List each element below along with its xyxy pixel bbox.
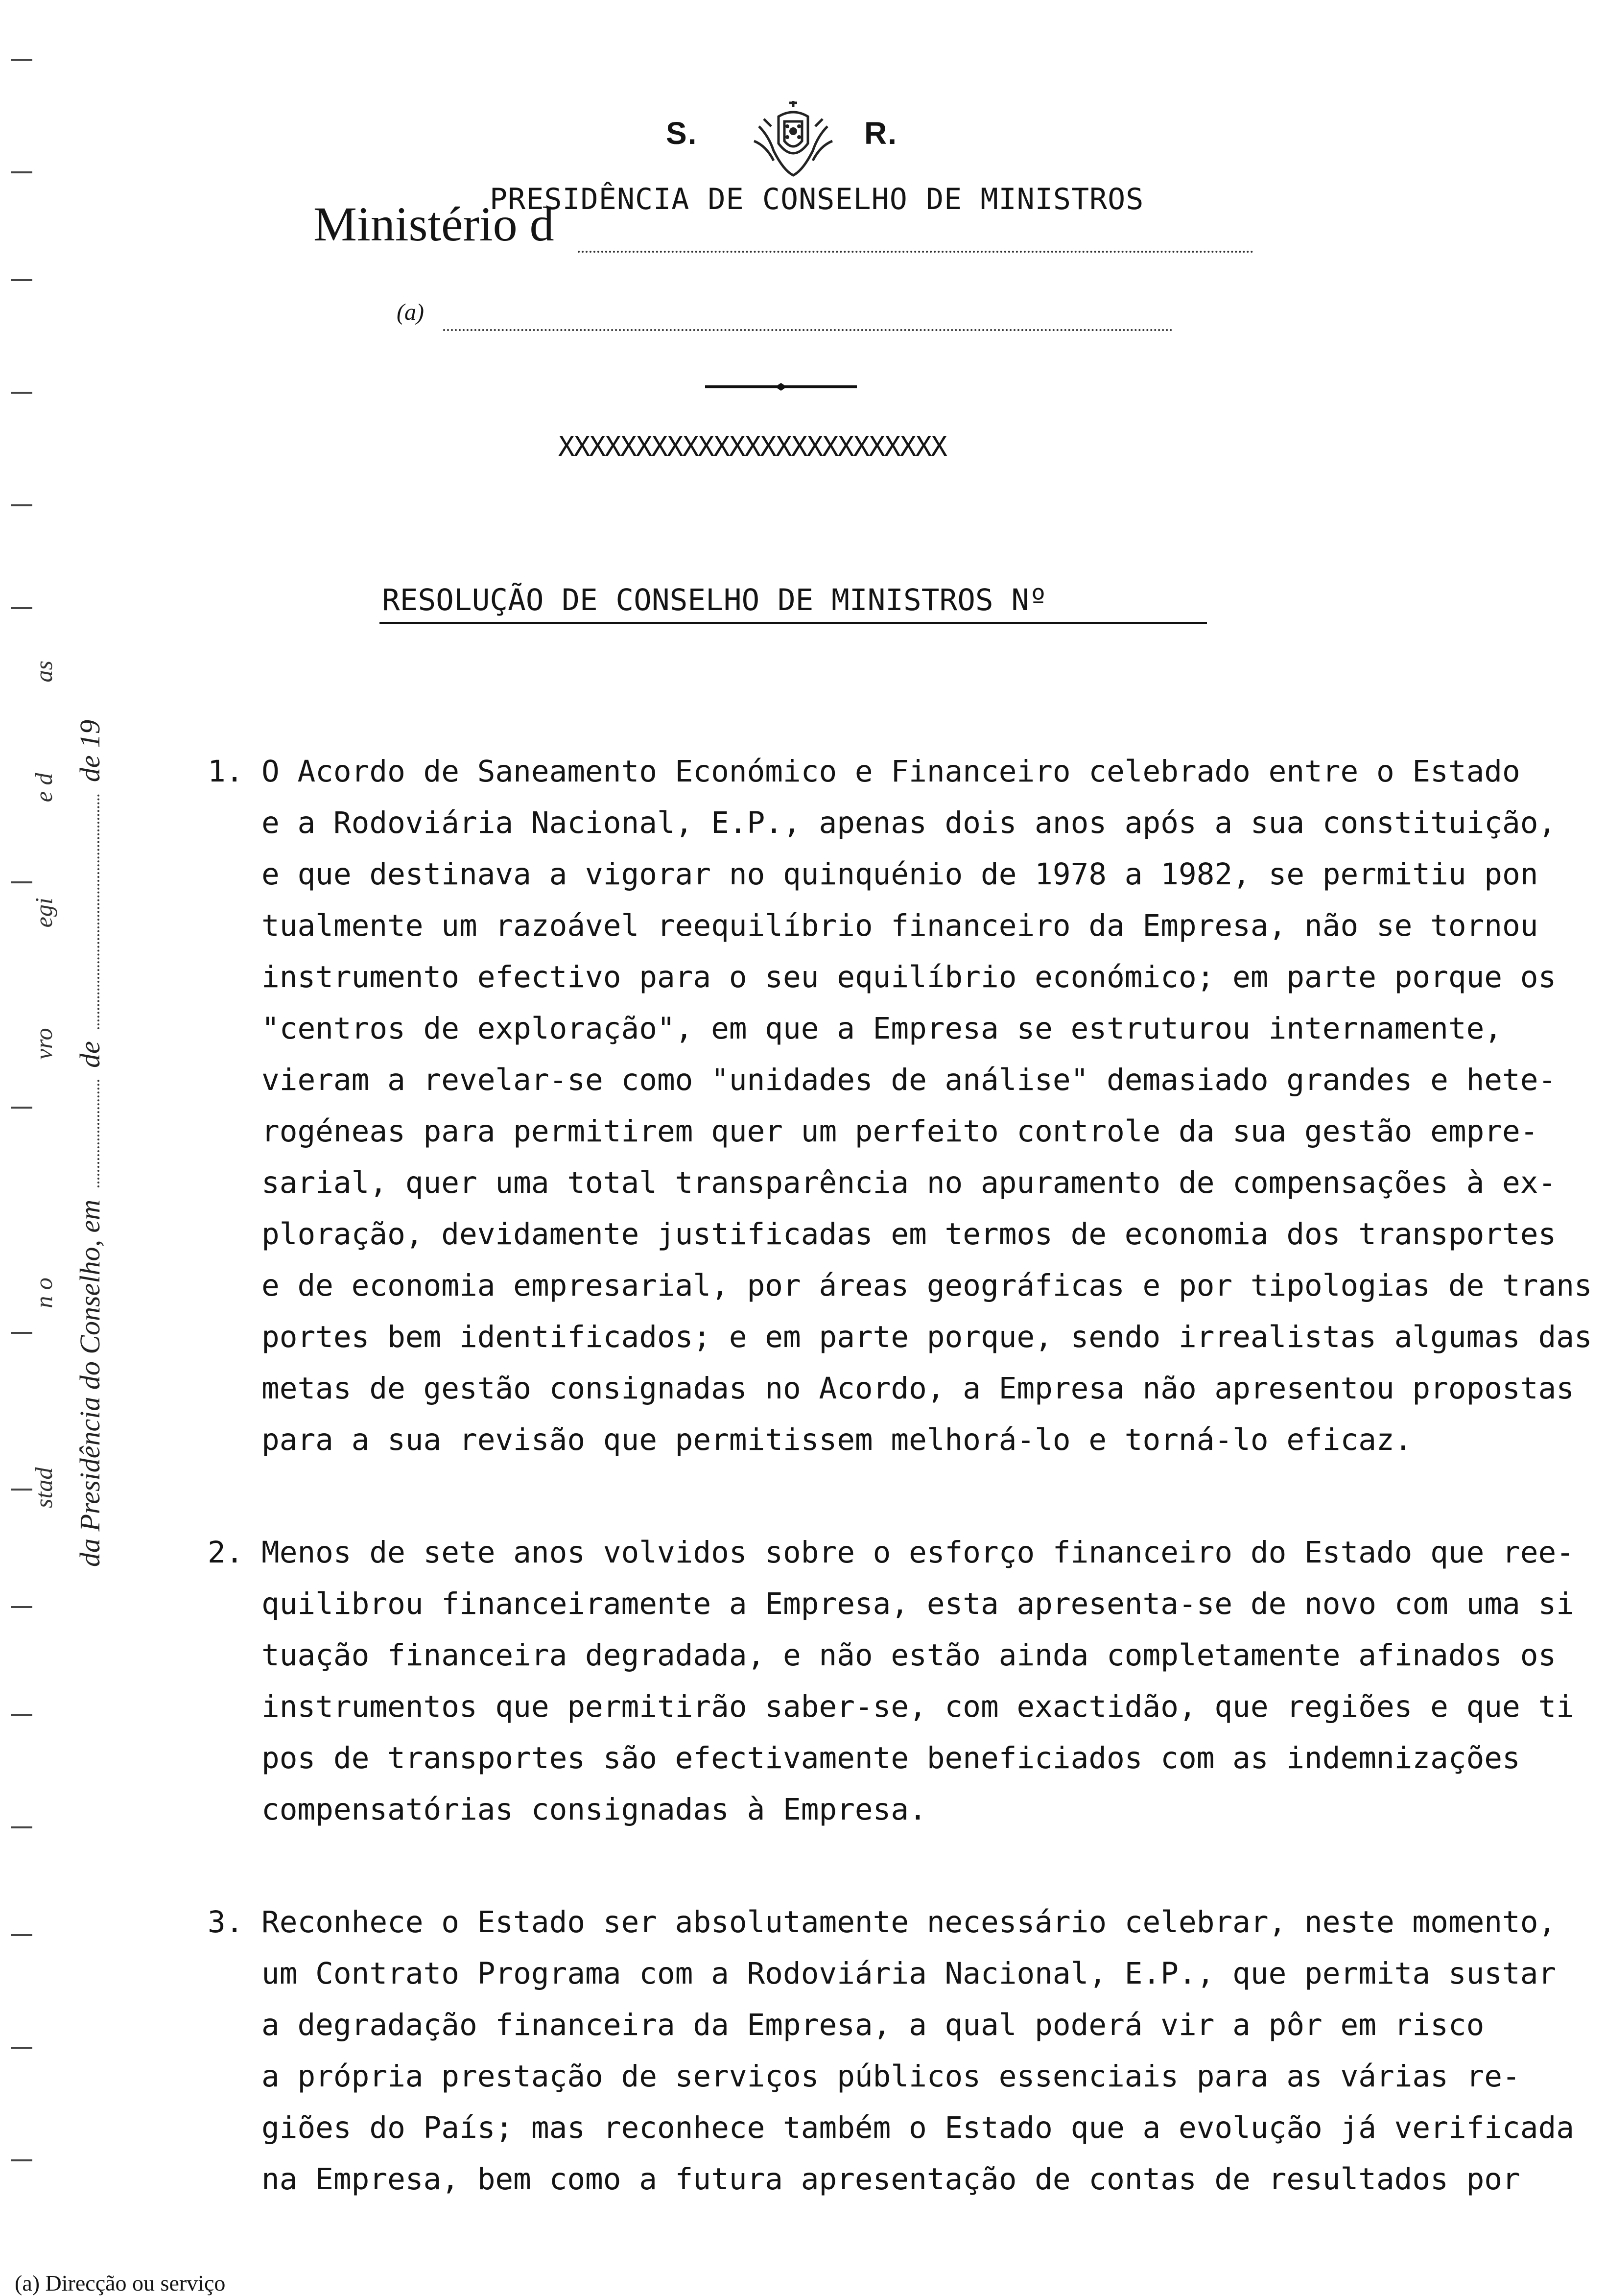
margin-tick (11, 392, 32, 394)
paragraph-line: quilibrou financeiramente a Empresa, esta apresenta-se de novo com uma si (261, 1586, 1574, 1621)
margin-fragment: n o (30, 1278, 57, 1308)
paragraph-line: portes bem identificados; e em parte porque, sendo irrealistas algumas das (261, 1320, 1592, 1354)
margin-tick (11, 1714, 32, 1716)
struck-through-line: XXXXXXXXXXXXXXXXXXXXXXXXX (558, 431, 946, 463)
paragraph-line: e que destinava a vigorar no quinquénio de 1978 a 1982, se permitiu pon (261, 857, 1538, 892)
margin-tick (11, 2159, 32, 2161)
paragraph-number: 2. (208, 1535, 244, 1570)
resolution-heading: RESOLUÇÃO DE CONSELHO DE MINISTROS Nº (382, 583, 1047, 617)
field-a-label: (a) (397, 299, 424, 325)
paragraph-line: e a Rodoviária Nacional, E.P., apenas dois anos após a sua constituição, (261, 805, 1557, 840)
paragraph-line: "centros de exploração", em que a Empresa se estruturou internamente, (261, 1011, 1503, 1046)
margin-tick (11, 607, 32, 609)
paragraph-line: instrumentos que permitirão saber-se, com exactidão, que regiões e que ti (261, 1689, 1574, 1724)
paragraph-line: rogéneas para permitirem quer um perfeito controle da sua gestão empre- (261, 1114, 1538, 1149)
paragraph-line: Menos de sete anos volvidos sobre o esforço financeiro do Estado que ree- (261, 1535, 1574, 1570)
paragraph-number: 3. (208, 1905, 244, 1940)
margin-fragment: as (30, 661, 57, 683)
margin-tick (11, 1934, 32, 1936)
paragraph-line: vieram a revelar-se como "unidades de análise" demasiado grandes e hete- (261, 1063, 1557, 1097)
ministry-field[interactable] (578, 251, 1253, 253)
paragraph-line: para a sua revisão que permitissem melhorá-lo e torná-lo eficaz. (261, 1422, 1413, 1457)
office-title: PRESIDÊNCIA DE CONSELHO DE MINISTROS (490, 182, 1144, 216)
paragraph-number: 1. (208, 754, 244, 789)
paragraph-line: pos de transportes são efectivamente beneficiados com as indemnizações (261, 1741, 1520, 1775)
margin-tick (11, 504, 32, 506)
paragraph-line: e de economia empresarial, por áreas geográficas e por tipologias de trans (261, 1268, 1592, 1303)
margin-date-line (73, 720, 106, 1567)
letterhead-right-initial: R. (864, 116, 897, 151)
paragraph-line: a própria prestação de serviços públicos essenciais para as várias re- (261, 2059, 1520, 2094)
margin-fragments (29, 661, 58, 1508)
paragraph-line: a degradação financeira da Empresa, a qual poderá vir a pôr em risco (261, 2008, 1485, 2042)
paragraph-line: ploração, devidamente justificadas em termos de economia dos transportes (261, 1217, 1557, 1252)
margin-fragment: vro (30, 1028, 57, 1060)
coat-of-arms-icon (744, 97, 842, 185)
paragraph-line: metas de gestão consignadas no Acordo, a Empresa não apresentou propostas (261, 1371, 1574, 1406)
footnote: (a) Direcção ou serviço (15, 2271, 226, 2296)
letterhead-left-initial: S. (666, 116, 698, 151)
paragraph-line: tualmente um razoável reequilíbrio financeiro da Empresa, não se tornou (261, 908, 1538, 943)
margin-tick (11, 59, 32, 61)
margin-fragment: stad (30, 1467, 57, 1508)
margin-de-text: de (74, 1041, 106, 1068)
margin-tick (11, 2047, 32, 2049)
paragraph-line: na Empresa, bem como a futura apresentação de contas de resultados por (261, 2162, 1520, 2197)
service-field[interactable] (443, 329, 1173, 331)
paragraph-line: tuação financeira degradada, e não estão ainda completamente afinados os (261, 1638, 1557, 1673)
margin-presidency-text: da Presidência do Conselho, em (74, 1199, 106, 1567)
margin-tick (11, 171, 32, 173)
paragraph-line: giões do País; mas reconhece também o Estado que a evolução já verificada (261, 2110, 1574, 2145)
paragraph-line: O Acordo de Saneamento Económico e Financeiro celebrado entre o Estado (261, 754, 1520, 789)
paragraph-line: sarial, quer uma total transparência no apuramento de compensações à ex- (261, 1165, 1557, 1200)
margin-year-text: de 19 (74, 719, 106, 782)
margin-fragment: e d (30, 773, 57, 803)
ornament-divider (705, 382, 857, 392)
heading-underline (379, 622, 1207, 624)
margin-tick (11, 279, 32, 281)
ministry-label: Ministério d (313, 197, 554, 251)
paragraph-line: instrumento efectivo para o seu equilíbrio económico; em parte porque os (261, 960, 1557, 994)
margin-fragment: egi (30, 898, 57, 928)
paragraph-line: um Contrato Programa com a Rodoviária Nacional, E.P., que permita sustar (261, 1956, 1557, 1991)
paragraph-line: Reconhece o Estado ser absolutamente necessário celebrar, neste momento, (261, 1905, 1557, 1940)
margin-tick (11, 1606, 32, 1608)
paragraph-line: compensatórias consignadas à Empresa. (261, 1792, 927, 1827)
margin-tick (11, 1826, 32, 1828)
